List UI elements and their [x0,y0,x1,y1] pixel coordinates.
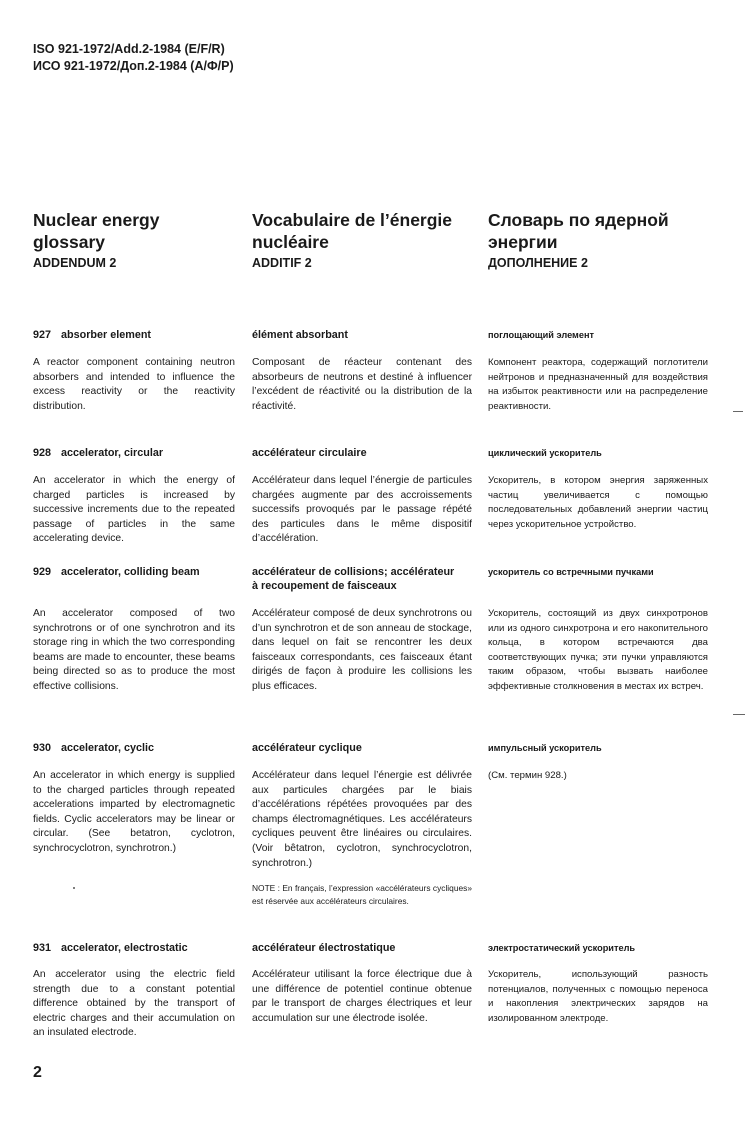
definition-ru-929: Ускоритель, состоящий из двух синхротронов или из одного синхротрона и его накопительного кольца, в котором встречаются два соответствующих пучка; эти пучки управляются таким образом, чтобы вызвать наиболее эффективные столкновения в местах их встреч. [488,608,708,692]
document-reference-ru: ИСО 921-1972/Доп.2-1984 (А/Ф/Р) [33,59,234,73]
document-reference-en: ISO 921-1972/Add.2-1984 (E/F/R) [33,42,225,56]
definition-fr-930: Accélérateur dans lequel l’énergie est délivrée aux particules chargées par le biais d’accélérations répétées provoquées par des champs électromagnétiques. Les accélérateurs cycliques peuvent être linéaires ou circulaires. (Voir bêtatron, cyclotron, synchrocyclotron, synchrotron.) [252,770,472,869]
title-en-line2: glossary [33,232,105,252]
definition-fr-931: Accélérateur utilisant la force électrique due à une différence de potentiel continue obtenue par le transport de charges électriques et leur accumulation sur une électrode isolée. [252,969,472,1024]
definition-en-930: An accelerator in which energy is supplied to the charged particles through repeated accelerations imparted by electromagnetic fields. Cyclic accelerators may be linear or circular. (See betatron, cyclotron, synchrocyclotron, synchrotron.) [33,770,235,854]
definition-fr-929: Accélérateur composé de deux synchrotrons ou d’un synchrotron et de son anneau de stockage, dans lequel on fait se rencontrer les deux faisceaux correspondants, ces faisceaux étant dirigés de façon à produire les collisions les plus efficaces. [252,608,472,692]
entry-number: 928 [33,447,52,459]
definition-fr-927: Composant de réacteur contenant des absorbeurs de neutrons et destiné à influencer l’excédent de réactivité ou la distribution de la réactivité. [252,357,472,412]
definition-ru-928: Ускоритель, в котором энергия заряженных частиц увеличивается с помощью последовательных добавлений энергии частиц через ускорительное устройство. [488,475,708,530]
margin-mark [733,411,743,412]
term-fr-929-line2: à recoupement de faisceaux [252,580,397,592]
addendum-fr: ADDITIF 2 [252,256,312,270]
definition-ru-930: (См. термин 928.) [488,770,567,781]
entry-number: 927 [33,329,52,341]
definition-fr-928: Accélérateur dans lequel l’énergie de particules chargées augmente par des accroissements successifs provoqués par le passage répété des particules dans le même dispositif d’accélération. [252,475,472,545]
margin-mark [733,714,745,715]
term-en-927: 927 absorber element [33,329,152,341]
definition-en-931: An accelerator using the electric field strength due to a constant potential difference obtained by the transport of electric charges and their accumulation on an insulated electrode. [33,969,235,1039]
entry-number: 931 [33,942,52,954]
term-ru-928: циклический ускоритель [488,448,602,458]
term-ru-927: поглощающий элемент [488,330,595,340]
definition-ru-931: Ускоритель, использующий разность потенциалов, полученных с помощью переноса и накопления электрических зарядов на изолированном электроде. [488,969,708,1024]
addendum-en: ADDENDUM 2 [33,256,117,270]
term-en-929: 929 accelerator, colliding beam [33,566,200,578]
title-ru-line1: Словарь по ядерной [488,210,669,230]
term-fr-929-line1: accélérateur de collisions; accélérateur [252,566,455,578]
term-en-931: 931 accelerator, electrostatic [33,942,188,954]
title-en-line1: Nuclear energy [33,210,160,230]
entry-number: 930 [33,742,52,754]
addendum-ru: ДОПОЛНЕНИЕ 2 [488,256,588,270]
term-ru-931: электростатический ускоритель [488,943,636,953]
page-number: 2 [33,1064,42,1081]
note-fr-930: NOTE : En français, l’expression «accélérateurs cycliques» est réservée aux accélérateurs circulaires. [252,883,472,906]
term-fr-928: accélérateur circulaire [252,447,367,459]
term-fr-930: accélérateur cyclique [252,742,362,754]
term-en-930: 930 accelerator, cyclic [33,742,155,754]
term-fr-927: élément absorbant [252,329,348,341]
definition-en-927: A reactor component containing neutron absorbers and intended to influence the excess reactivity or the reactivity distribution. [33,357,235,412]
term-ru-929: ускоритель со встречными пучками [488,567,654,577]
scan-speck [73,887,75,889]
definition-ru-927: Компонент реактора, содержащий поглотители нейтронов и предназначенный для воздействия на избыток реактивности или на распределение реактивности. [488,357,708,412]
definition-en-929: An accelerator composed of two synchrotrons or of one synchrotron and its storage ring in which the two corresponding beams are made to encounter, these beams being directed so as to produce the most effective collisions. [33,608,235,692]
term-ru-930: импульсный ускоритель [488,743,602,753]
entry-number: 929 [33,566,52,578]
definition-en-928: An accelerator in which the energy of charged particles is increased by successive increments due to the repeated passage of particles in the same accelerating device. [33,475,235,545]
title-ru-line2: энергии [488,232,558,252]
title-fr-line1: Vocabulaire de l’énergie [252,210,453,230]
title-fr-line2: nucléaire [252,232,329,252]
term-en-928: 928 accelerator, circular [33,447,164,459]
term-fr-931: accélérateur électrostatique [252,942,396,954]
